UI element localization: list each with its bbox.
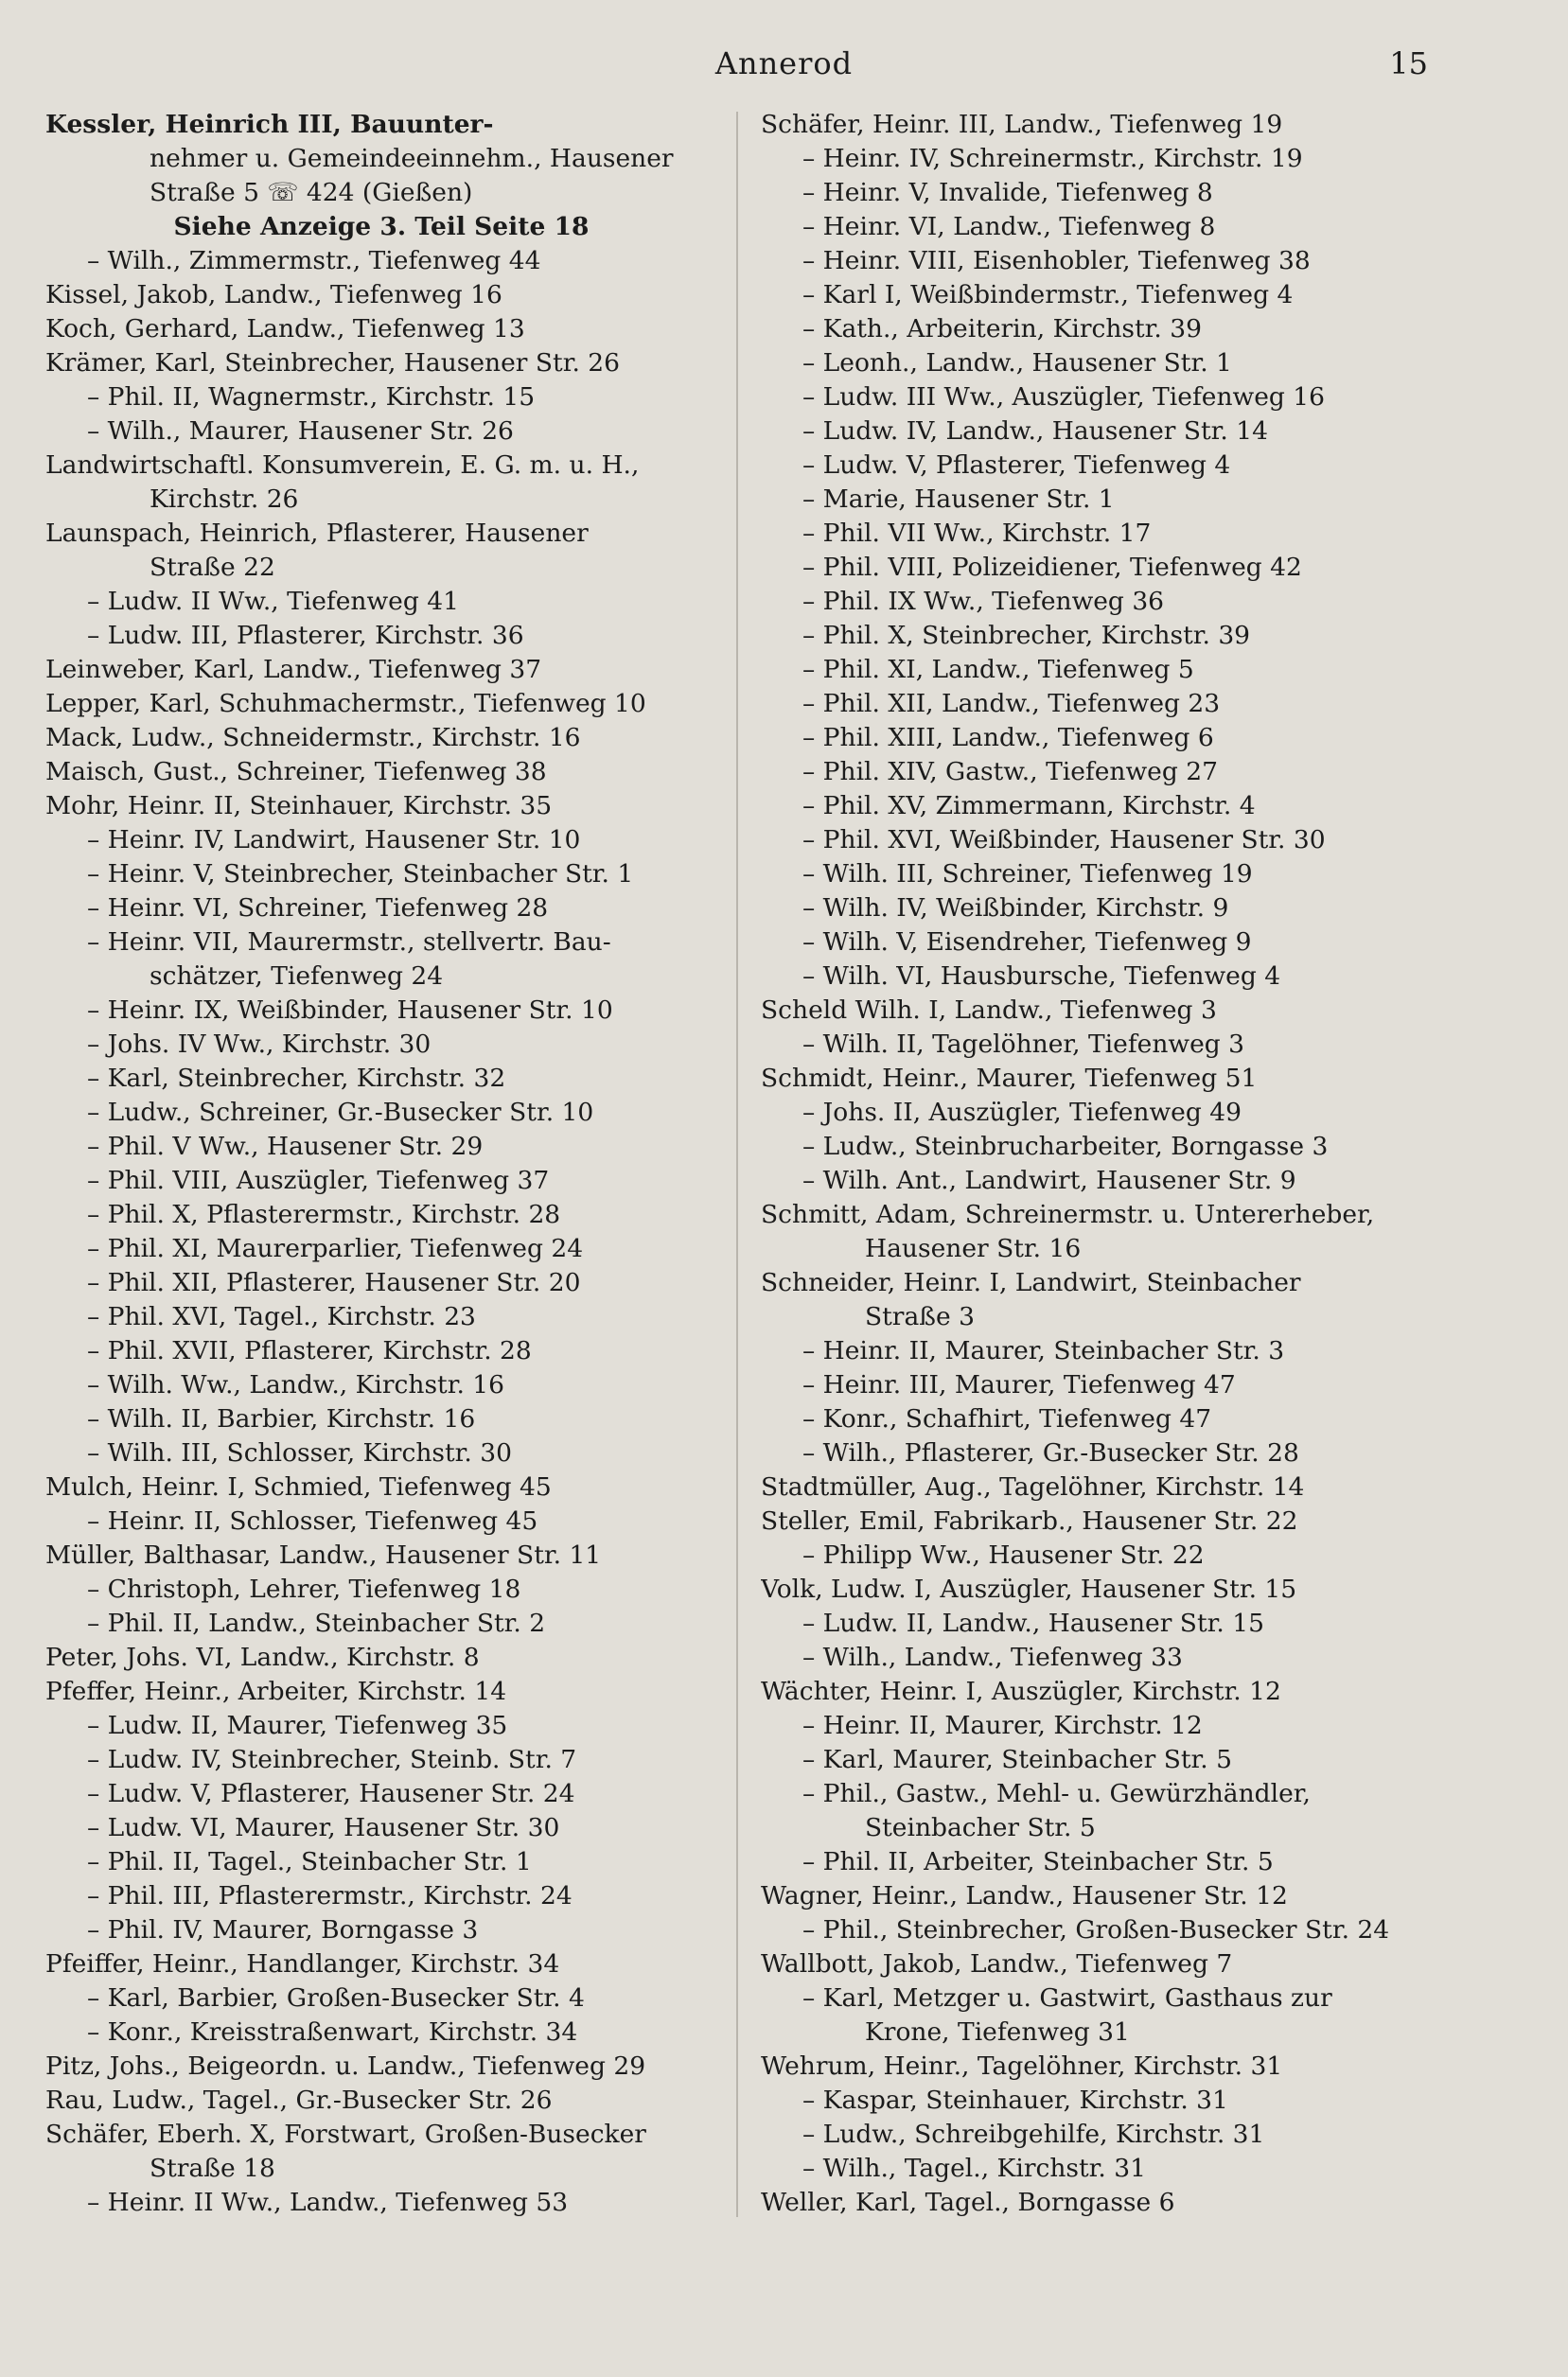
directory-entry-line: Peter, Johs. VI, Landw., Kirchstr. 8 — [45, 1643, 480, 1672]
directory-entry-line: Schmidt, Heinr., Maurer, Tiefenweg 51 — [761, 1064, 1258, 1093]
directory-entry-line: Koch, Gerhard, Landw., Tiefenweg 13 — [45, 314, 525, 343]
directory-entry-line: – Wilh. Ww., Landw., Kirchstr. 16 — [87, 1370, 505, 1400]
directory-entry-line: – Phil. XI, Landw., Tiefenweg 5 — [802, 655, 1194, 684]
directory-entry-line: – Wilh. III, Schreiner, Tiefenweg 19 — [802, 859, 1253, 889]
directory-entry-line: Krone, Tiefenweg 31 — [865, 2017, 1130, 2047]
directory-entry-line: Maisch, Gust., Schreiner, Tiefenweg 38 — [45, 757, 547, 786]
directory-entry-line: Straße 18 — [150, 2154, 275, 2183]
directory-entry-line: nehmer u. Gemeindeeinnehm., Hausener — [150, 144, 674, 173]
directory-entry-line: Wächter, Heinr. I, Auszügler, Kirchstr. 12 — [761, 1677, 1281, 1706]
directory-entry-line: – Heinr. II, Maurer, Kirchstr. 12 — [802, 1711, 1203, 1740]
directory-entry-line: – Ludw. IV, Landw., Hausener Str. 14 — [802, 416, 1268, 446]
directory-entry-line: – Heinr. V, Steinbrecher, Steinbacher Str. 1 — [87, 859, 634, 889]
directory-entry-line: Mack, Ludw., Schneidermstr., Kirchstr. 16 — [45, 723, 581, 752]
directory-entry-line: Straße 22 — [150, 553, 275, 582]
directory-entry-line: – Ludw. III, Pflasterer, Kirchstr. 36 — [87, 621, 524, 650]
directory-entry-line: – Phil. XIII, Landw., Tiefenweg 6 — [802, 723, 1214, 752]
directory-entry-line: – Phil. X, Pflasterermstr., Kirchstr. 28 — [87, 1200, 561, 1229]
directory-entry-line: Kirchstr. 26 — [150, 484, 299, 514]
directory-entry-line: – Phil. V Ww., Hausener Str. 29 — [87, 1132, 484, 1161]
directory-entry-line: Pfeiffer, Heinr., Handlanger, Kirchstr. 34 — [45, 1949, 560, 1979]
directory-entry-line: Pfeffer, Heinr., Arbeiter, Kirchstr. 14 — [45, 1677, 507, 1706]
directory-entry-line: – Karl I, Weißbindermstr., Tiefenweg 4 — [802, 280, 1294, 309]
directory-entry-line: – Wilh., Landw., Tiefenweg 33 — [802, 1643, 1183, 1672]
directory-entry-line: Straße 3 — [865, 1302, 975, 1331]
directory-entry-line: – Phil. XI, Maurerparlier, Tiefenweg 24 — [87, 1234, 584, 1263]
directory-entry-line: – Wilh. V, Eisendreher, Tiefenweg 9 — [802, 927, 1252, 957]
directory-entry-line: Landwirtschaftl. Konsumverein, E. G. m. u. H., — [45, 450, 640, 480]
directory-entry-line: – Phil. XIV, Gastw., Tiefenweg 27 — [802, 757, 1218, 786]
directory-entry-line: Leinweber, Karl, Landw., Tiefenweg 37 — [45, 655, 542, 684]
directory-entry-line: – Phil. XII, Landw., Tiefenweg 23 — [802, 689, 1221, 718]
directory-entry-line: – Heinr. II, Maurer, Steinbacher Str. 3 — [802, 1336, 1285, 1365]
directory-entry-line: Siehe Anzeige 3. Teil Seite 18 — [173, 212, 590, 241]
directory-entry-line: Stadtmüller, Aug., Tagelöhner, Kirchstr. 14 — [761, 1472, 1305, 1502]
directory-entry-line: Rau, Ludw., Tagel., Gr.-Busecker Str. 26 — [45, 2086, 553, 2115]
directory-entry-line: – Konr., Schafhirt, Tiefenweg 47 — [802, 1404, 1212, 1434]
directory-entry-line: – Ludw., Schreiner, Gr.-Busecker Str. 10 — [87, 1098, 594, 1127]
directory-entry-line: – Wilh. II, Barbier, Kirchstr. 16 — [87, 1404, 476, 1434]
directory-entry-line: Kessler, Heinrich III, Bauunter- — [45, 110, 494, 139]
directory-entry-line: – Heinr. V, Invalide, Tiefenweg 8 — [802, 178, 1213, 207]
directory-entry-line: Pitz, Johs., Beigeordn. u. Landw., Tiefenweg 29 — [45, 2051, 646, 2081]
directory-entry-line: Wagner, Heinr., Landw., Hausener Str. 12 — [761, 1881, 1288, 1910]
directory-entry-line: Steinbacher Str. 5 — [865, 1813, 1096, 1842]
directory-entry-line: – Ludw. III Ww., Auszügler, Tiefenweg 16 — [802, 382, 1325, 412]
directory-entry-line: – Ludw., Steinbrucharbeiter, Borngasse 3 — [802, 1132, 1329, 1161]
directory-entry-line: Mulch, Heinr. I, Schmied, Tiefenweg 45 — [45, 1472, 552, 1502]
directory-entry-line: – Phil., Steinbrecher, Großen-Busecker Str. 24 — [802, 1915, 1390, 1945]
directory-entry-line: – Heinr. IV, Schreinermstr., Kirchstr. 19 — [802, 144, 1303, 173]
directory-entry-line: Schmitt, Adam, Schreinermstr. u. Untererheber, — [761, 1200, 1375, 1229]
directory-entry-line: Mohr, Heinr. II, Steinhauer, Kirchstr. 35 — [45, 791, 553, 820]
directory-entry-line: – Heinr. VIII, Eisenhobler, Tiefenweg 38 — [802, 246, 1311, 275]
directory-entry-line: – Phil. X, Steinbrecher, Kirchstr. 39 — [802, 621, 1251, 650]
directory-entry-line: – Wilh. VI, Hausbursche, Tiefenweg 4 — [802, 961, 1281, 991]
directory-entry-line: Kissel, Jakob, Landw., Tiefenweg 16 — [45, 280, 502, 309]
left-column — [45, 108, 717, 2220]
directory-entry-line: – Phil. IX Ww., Tiefenweg 36 — [802, 587, 1165, 616]
directory-entry-line: – Phil. IV, Maurer, Borngasse 3 — [87, 1915, 479, 1945]
directory-entry-line: – Phil. III, Pflasterermstr., Kirchstr. 24 — [87, 1881, 573, 1910]
directory-entry-line: – Ludw. V, Pflasterer, Tiefenweg 4 — [802, 450, 1231, 480]
directory-entry-line: – Marie, Hausener Str. 1 — [802, 484, 1115, 514]
directory-entry-line: – Phil. XII, Pflasterer, Hausener Str. 20 — [87, 1268, 581, 1297]
directory-entry-line: – Wilh., Zimmermstr., Tiefenweg 44 — [87, 246, 541, 275]
directory-entry-line: Müller, Balthasar, Landw., Hausener Str. 11 — [45, 1541, 602, 1570]
directory-entry-line: Schneider, Heinr. I, Landwirt, Steinbacher — [761, 1268, 1301, 1297]
directory-entry-line: – Heinr. III, Maurer, Tiefenweg 47 — [802, 1370, 1236, 1400]
directory-entry-line: – Phil. XVI, Tagel., Kirchstr. 23 — [87, 1302, 476, 1331]
directory-entry-line: – Kath., Arbeiterin, Kirchstr. 39 — [802, 314, 1202, 343]
directory-entry-line: – Heinr. VII, Maurermstr., stellvertr. Bau- — [87, 927, 611, 957]
directory-entry-line: Wehrum, Heinr., Tagelöhner, Kirchstr. 31 — [761, 2051, 1283, 2081]
directory-entry-line: Wallbott, Jakob, Landw., Tiefenweg 7 — [761, 1949, 1233, 1979]
directory-entry-line: – Heinr. VI, Schreiner, Tiefenweg 28 — [87, 893, 549, 923]
directory-entry-line: – Karl, Steinbrecher, Kirchstr. 32 — [87, 1064, 506, 1093]
directory-entry-line: – Wilh., Pflasterer, Gr.-Busecker Str. 28 — [802, 1438, 1299, 1468]
directory-entry-line: – Wilh., Tagel., Kirchstr. 31 — [802, 2154, 1146, 2183]
directory-entry-line: – Ludw. IV, Steinbrecher, Steinb. Str. 7 — [87, 1745, 577, 1774]
right-column — [761, 108, 1442, 2220]
directory-entry-line: – Karl, Barbier, Großen-Busecker Str. 4 — [87, 1983, 585, 2013]
directory-entry-line: Hausener Str. 16 — [865, 1234, 1082, 1263]
directory-entry-line: – Phil. VIII, Auszügler, Tiefenweg 37 — [87, 1166, 550, 1195]
directory-entry-line: – Heinr. II, Schlosser, Tiefenweg 45 — [87, 1506, 538, 1536]
directory-entry-line: – Wilh. Ant., Landwirt, Hausener Str. 9 — [802, 1166, 1296, 1195]
directory-entry-line: – Phil., Gastw., Mehl- u. Gewürzhändler, — [802, 1779, 1311, 1808]
directory-entry-line: – Phil. XVI, Weißbinder, Hausener Str. 30 — [802, 825, 1326, 854]
directory-entry-line: – Ludw. VI, Maurer, Hausener Str. 30 — [87, 1813, 560, 1842]
directory-entry-line: – Phil. XV, Zimmermann, Kirchstr. 4 — [802, 791, 1256, 820]
directory-entry-line: – Heinr. VI, Landw., Tiefenweg 8 — [802, 212, 1216, 241]
directory-entry-line: – Ludw., Schreibgehilfe, Kirchstr. 31 — [802, 2120, 1265, 2149]
directory-entry-line: – Karl, Maurer, Steinbacher Str. 5 — [802, 1745, 1232, 1774]
directory-entry-line: – Konr., Kreisstraßenwart, Kirchstr. 34 — [87, 2017, 578, 2047]
directory-entry-line: – Christoph, Lehrer, Tiefenweg 18 — [87, 1575, 521, 1604]
directory-entry-line: – Ludw. II Ww., Tiefenweg 41 — [87, 587, 459, 616]
directory-entry-line: – Leonh., Landw., Hausener Str. 1 — [802, 348, 1232, 378]
directory-entry-line: Launspach, Heinrich, Pflasterer, Hausener — [45, 519, 589, 548]
directory-entry-line: – Philipp Ww., Hausener Str. 22 — [802, 1541, 1205, 1570]
directory-entry-line: – Johs. IV Ww., Kirchstr. 30 — [87, 1030, 432, 1059]
directory-entry-line: Scheld Wilh. I, Landw., Tiefenweg 3 — [761, 995, 1217, 1025]
directory-entry-line: – Phil. XVII, Pflasterer, Kirchstr. 28 — [87, 1336, 532, 1365]
directory-entry-line: – Phil. II, Landw., Steinbacher Str. 2 — [87, 1609, 546, 1638]
directory-entry-line: – Heinr. IV, Landwirt, Hausener Str. 10 — [87, 825, 581, 854]
directory-entry-line: – Wilh. IV, Weißbinder, Kirchstr. 9 — [802, 893, 1229, 923]
directory-entry-line: – Phil. II, Arbeiter, Steinbacher Str. 5 — [802, 1847, 1274, 1876]
directory-entry-line: – Wilh. III, Schlosser, Kirchstr. 30 — [87, 1438, 512, 1468]
directory-entry-line: – Ludw. V, Pflasterer, Hausener Str. 24 — [87, 1779, 575, 1808]
directory-entry-line: – Heinr. IX, Weißbinder, Hausener Str. 10 — [87, 995, 613, 1025]
directory-entry-line: – Kaspar, Steinhauer, Kirchstr. 31 — [802, 2086, 1228, 2115]
directory-entry-line: – Ludw. II, Maurer, Tiefenweg 35 — [87, 1711, 508, 1740]
directory-entry-line: Lepper, Karl, Schuhmachermstr., Tiefenweg 10 — [45, 689, 646, 718]
directory-entry-line: – Phil. VIII, Polizeidiener, Tiefenweg 42 — [802, 553, 1302, 582]
directory-entry-line: – Phil. II, Wagnermstr., Kirchstr. 15 — [87, 382, 536, 412]
directory-entry-line: Steller, Emil, Fabrikarb., Hausener Str. 22 — [761, 1506, 1298, 1536]
directory-entry-line: – Phil. II, Tagel., Steinbacher Str. 1 — [87, 1847, 532, 1876]
page-title: Annerod — [714, 45, 854, 81]
directory-entry-line: Schäfer, Eberh. X, Forstwart, Großen-Busecker — [45, 2120, 646, 2149]
directory-entry-line: – Ludw. II, Landw., Hausener Str. 15 — [802, 1609, 1264, 1638]
directory-entry-line: – Wilh. II, Tagelöhner, Tiefenweg 3 — [802, 1030, 1245, 1059]
directory-entry-line: Weller, Karl, Tagel., Borngasse 6 — [761, 2188, 1175, 2217]
page-number: 15 — [1389, 45, 1428, 81]
directory-entry-line: – Wilh., Maurer, Hausener Str. 26 — [87, 416, 514, 446]
directory-entry-line: – Heinr. II Ww., Landw., Tiefenweg 53 — [87, 2188, 569, 2217]
directory-entry-line: Straße 5 ☏ 424 (Gießen) — [150, 178, 473, 207]
directory-entry-line: Krämer, Karl, Steinbrecher, Hausener Str. 26 — [45, 348, 621, 378]
directory-entry-line: – Johs. II, Auszügler, Tiefenweg 49 — [802, 1098, 1242, 1127]
directory-entry-line: – Karl, Metzger u. Gastwirt, Gasthaus zur — [802, 1983, 1332, 2013]
directory-entry-line: schätzer, Tiefenweg 24 — [150, 961, 444, 991]
directory-entry-line: Volk, Ludw. I, Auszügler, Hausener Str. 15 — [761, 1575, 1297, 1604]
directory-entry-line: – Phil. VII Ww., Kirchstr. 17 — [802, 519, 1152, 548]
directory-entry-line: Schäfer, Heinr. III, Landw., Tiefenweg 19 — [761, 110, 1283, 139]
column-divider — [736, 112, 738, 2217]
